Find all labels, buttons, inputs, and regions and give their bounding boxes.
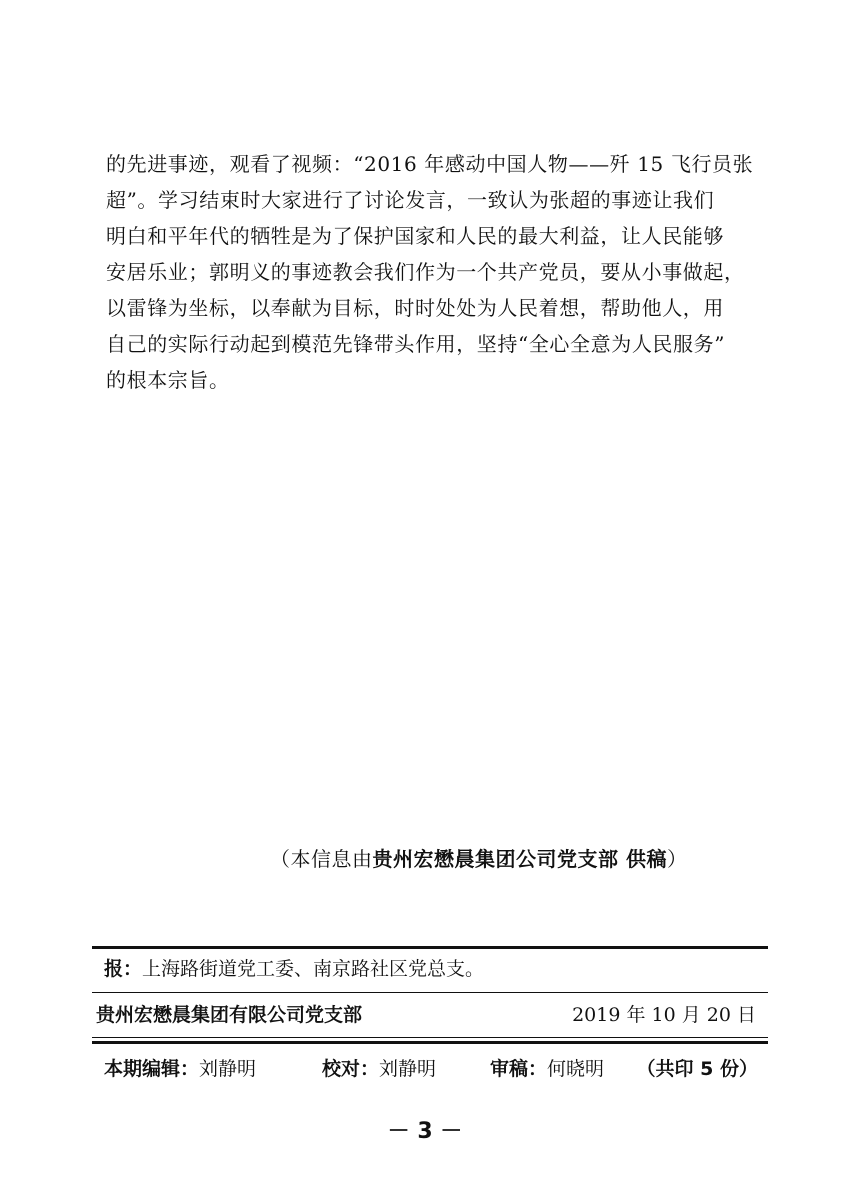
- reviewer-name: 何晓明: [547, 1058, 605, 1080]
- body-line: 以雷锋为坐标，以奉献为目标，时时处处为人民着想，帮助他人，用: [106, 296, 724, 320]
- body-paragraph: [106, 146, 752, 398]
- source-note-prefix: （本信息由: [270, 847, 373, 871]
- divider-rule: [92, 992, 768, 993]
- report-recipients: 上海路街道党工委、南京路社区党总支。: [142, 958, 485, 980]
- editor-label: 本期编辑：: [104, 1058, 200, 1080]
- body-line: 安居乐业；郭明义的事迹教会我们作为一个共产党员，要从小事做起，: [106, 260, 745, 284]
- divider-rule: [92, 946, 768, 949]
- body-line: 的先进事迹，观看了视频：“2016 年感动中国人物——歼 15 飞行员张: [106, 152, 754, 176]
- proofreader-group: [322, 1054, 436, 1084]
- source-note: [270, 845, 687, 873]
- body-line: 的根本宗旨。: [106, 368, 230, 392]
- body-line: 超”。学习结束时大家进行了讨论发言，一致认为张超的事迹让我们: [106, 188, 715, 212]
- source-note-org: 贵州宏懋晨集团公司党支部 供稿: [372, 847, 667, 871]
- proofreader-name: 刘静明: [379, 1058, 437, 1080]
- divider-rule: [92, 1041, 768, 1044]
- editors-row: [104, 1054, 758, 1084]
- editor-group: [104, 1054, 256, 1084]
- proofreader-label: 校对：: [322, 1058, 380, 1080]
- issue-date: 2019 年 10 月 20 日: [572, 1004, 756, 1026]
- issuer-row: [96, 1000, 756, 1030]
- reviewer-group: [490, 1054, 604, 1084]
- reviewer-label: 审稿：: [490, 1058, 548, 1080]
- issuer-name: 贵州宏懋晨集团有限公司党支部: [96, 1004, 363, 1026]
- report-to-line: [104, 955, 484, 983]
- page-number: － 3 －: [387, 1119, 463, 1144]
- editor-name: 刘静明: [199, 1058, 257, 1080]
- source-note-suffix: ）: [666, 847, 688, 871]
- divider-rule: [92, 1037, 768, 1038]
- body-line: 自己的实际行动起到模范先锋带头作用，坚持“全心全意为人民服务”: [106, 332, 726, 356]
- print-copies: （共印 5 份）: [636, 1058, 758, 1080]
- body-line: 明白和平年代的牺牲是为了保护国家和人民的最大利益，让人民能够: [106, 224, 724, 248]
- report-label: 报：: [104, 958, 143, 980]
